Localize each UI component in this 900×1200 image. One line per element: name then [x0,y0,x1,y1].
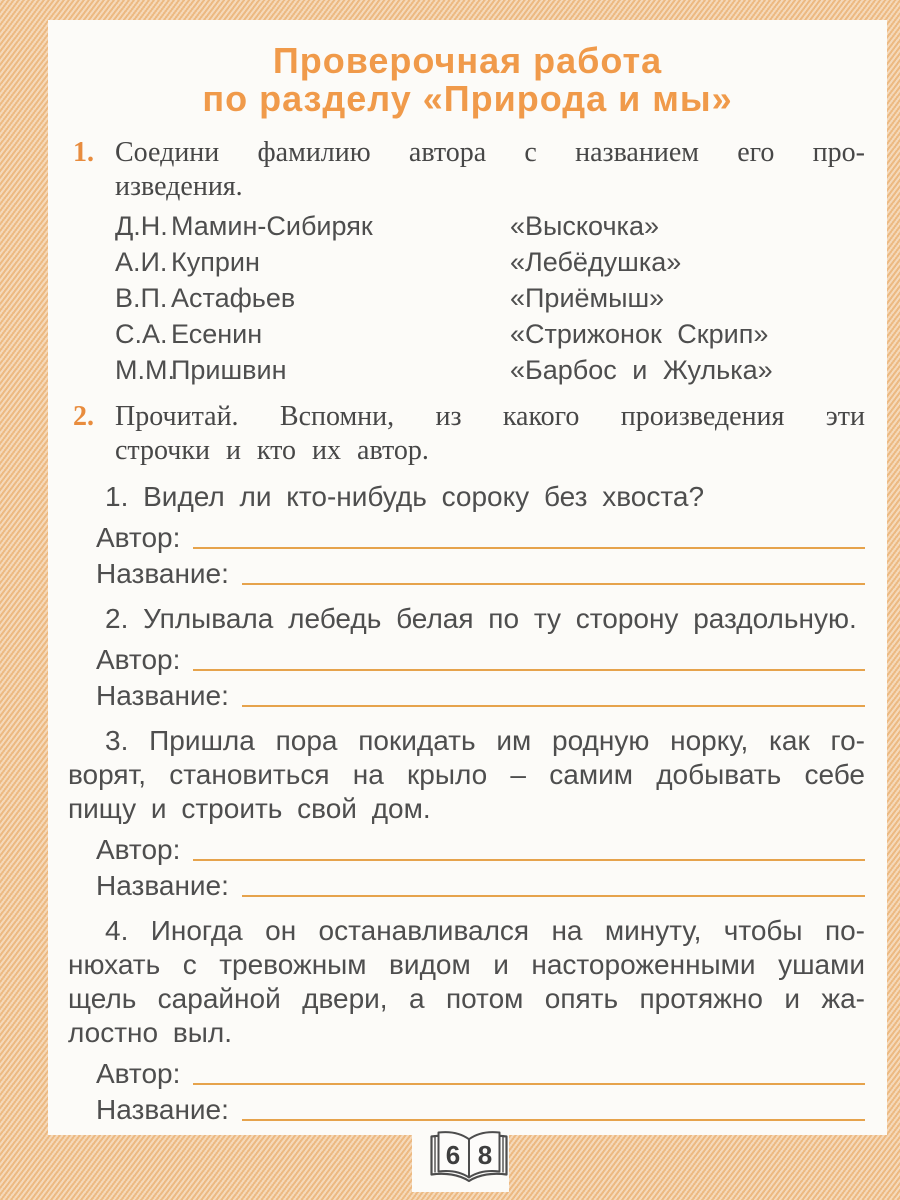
quote-item-4 [68,914,865,1126]
author-name[interactable]: В.П. Астафьев [115,282,296,313]
title-field-row [68,554,865,590]
title-answer-line[interactable] [242,705,865,707]
work-title[interactable]: «Стрижонок Скрип» [510,318,769,349]
quote-item-2 [68,602,865,712]
task-1-instruction: изведения. [115,171,243,202]
title-field-row [68,1090,865,1126]
author-label: Автор: [96,644,181,675]
author-name[interactable]: А.И. Куприн [115,246,260,277]
task-2-instruction: строчки и кто их автор. [115,435,429,466]
author-name[interactable]: М.М.Пришвин [115,354,287,385]
match-row [115,208,865,244]
author-field-row [68,1054,865,1090]
quotes-section [48,480,887,1126]
answer-fields [68,518,865,590]
page-number-left-digit: 6 [445,1140,461,1170]
work-title[interactable]: «Барбос и Жулька» [510,354,773,385]
quote-text: пищу и строить свой дом. [68,793,431,824]
author-label: Автор: [96,834,181,865]
match-row [115,244,865,280]
quote-text: 3. Пришла пора покидать им родную норку, как го- [105,725,865,756]
page-title [48,42,887,118]
author-answer-line[interactable] [193,859,865,861]
author-name[interactable]: Д.Н. Мамин-Сибиряк [115,210,373,241]
title-answer-line[interactable] [242,1119,865,1121]
title-label: Название: [96,680,229,711]
quote-text: лостно выл. [68,1017,232,1048]
title-answer-line[interactable] [242,583,865,585]
author-label: Автор: [96,1058,181,1089]
author-answer-line[interactable] [193,669,865,671]
work-title[interactable]: «Выскочка» [510,210,659,241]
author-label: Автор: [96,522,181,553]
author-answer-line[interactable] [193,547,865,549]
page-title-line-2: по разделу «Природа и мы» [202,78,733,119]
answer-fields [68,830,865,902]
quote-text: нюхать с тревожным видом и настороженными ушами [68,949,865,980]
work-title[interactable]: «Приёмыш» [510,282,665,313]
author-answer-line[interactable] [193,1083,865,1085]
match-row [115,280,865,316]
title-label: Название: [96,870,229,901]
author-field-row [68,830,865,866]
title-field-row [68,676,865,712]
match-row [115,316,865,352]
quote-item-3 [68,724,865,902]
task-2-instruction: Прочитай. Вспомни, из какого произведения эти [115,401,865,432]
quote-text: 2. Уплывала лебедь белая по ту сторону раздольную. [105,603,857,634]
task-2-number: 2. [73,401,94,432]
answer-fields [68,1054,865,1126]
quote-item-1 [68,480,865,590]
worksheet-page [48,20,887,1135]
quote-text: 4. Иногда он останавливался на минуту, чтобы по- [105,915,865,946]
page-number-right-digit: 8 [477,1140,493,1170]
quote-text: щель сарайной двери, а потом опять протяжно и жа- [68,983,865,1014]
author-name[interactable]: С.А. Есенин [115,318,263,349]
answer-fields [68,640,865,712]
author-field-row [68,640,865,676]
author-work-match-list [115,208,865,388]
quote-text: 1. Видел ли кто-нибудь сороку без хвоста? [105,481,705,512]
task-1-instruction: Соедини фамилию автора с названием его про- [115,137,865,168]
title-field-row [68,866,865,902]
task-2 [48,400,887,468]
page-title-line-1: Проверочная работа [272,40,663,81]
quote-text: ворят, становиться на крыло – самим добывать себе [68,759,865,790]
match-row [115,352,865,388]
task-1-number: 1. [73,137,94,168]
open-book-icon [427,1126,511,1188]
work-title[interactable]: «Лебёдушка» [510,246,682,277]
author-field-row [68,518,865,554]
title-label: Название: [96,558,229,589]
title-answer-line[interactable] [242,895,865,897]
title-label: Название: [96,1094,229,1125]
task-1 [48,136,887,388]
